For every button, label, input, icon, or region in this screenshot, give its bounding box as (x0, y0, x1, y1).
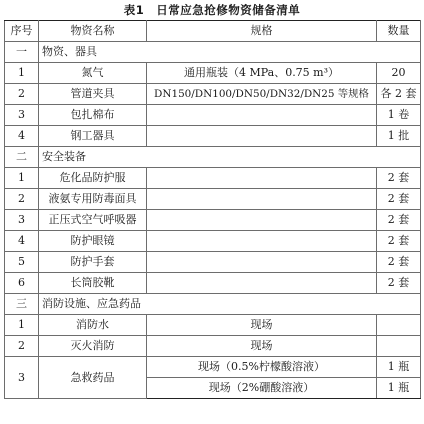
group-index: 三 (5, 294, 39, 315)
header-index: 序号 (5, 21, 39, 42)
row-spec-secondary: 现场（2%硼酸溶液） (147, 378, 377, 399)
row-spec: 现场 (147, 336, 377, 357)
row-index: 2 (5, 336, 39, 357)
row-index: 2 (5, 84, 39, 105)
row-index: 1 (5, 168, 39, 189)
row-name: 防护手套 (39, 252, 147, 273)
row-spec (147, 231, 377, 252)
row-index: 1 (5, 315, 39, 336)
row-name: 长筒胶靴 (39, 273, 147, 294)
row-qty (377, 315, 421, 336)
row-name: 灭火消防 (39, 336, 147, 357)
group-index: 一 (5, 42, 39, 63)
table-row (5, 189, 421, 210)
table-row (5, 105, 421, 126)
row-spec (147, 126, 377, 147)
table-row (5, 273, 421, 294)
row-name: 管道夹具 (39, 84, 147, 105)
row-spec (147, 252, 377, 273)
table-row (5, 231, 421, 252)
supply-table (4, 20, 421, 399)
row-name: 包扎棉布 (39, 105, 147, 126)
group-index: 二 (5, 147, 39, 168)
row-qty: 1 批 (377, 126, 421, 147)
table-row (5, 315, 421, 336)
row-index: 4 (5, 126, 39, 147)
row-spec: 现场（0.5%柠檬酸溶液） (147, 357, 377, 378)
row-qty-secondary: 1 瓶 (377, 378, 421, 399)
row-qty: 2 套 (377, 189, 421, 210)
row-spec (147, 168, 377, 189)
row-name: 急救药品 (39, 357, 147, 399)
row-spec (147, 273, 377, 294)
header-name: 物资名称 (39, 21, 147, 42)
row-index: 4 (5, 231, 39, 252)
row-qty: 各 2 套 (377, 84, 421, 105)
row-name: 液氨专用防毒面具 (39, 189, 147, 210)
table-row (5, 126, 421, 147)
row-qty: 2 套 (377, 210, 421, 231)
row-qty: 2 套 (377, 273, 421, 294)
row-qty: 2 套 (377, 168, 421, 189)
row-index: 1 (5, 63, 39, 84)
row-name: 消防水 (39, 315, 147, 336)
table-row (5, 84, 421, 105)
row-qty: 20 (377, 63, 421, 84)
row-index: 3 (5, 357, 39, 399)
row-qty (377, 336, 421, 357)
group-row (5, 42, 421, 63)
row-index: 5 (5, 252, 39, 273)
row-index: 3 (5, 210, 39, 231)
header-row (5, 21, 421, 42)
row-index: 2 (5, 189, 39, 210)
row-spec: 现场 (147, 315, 377, 336)
table-row (5, 63, 421, 84)
row-qty: 1 瓶 (377, 357, 421, 378)
group-row (5, 294, 421, 315)
table-row (5, 168, 421, 189)
row-spec: DN150/DN100/DN50/DN32/DN25 等规格 (147, 84, 377, 105)
row-name: 氮气 (39, 63, 147, 84)
row-qty: 1 卷 (377, 105, 421, 126)
row-name: 钢工器具 (39, 126, 147, 147)
row-index: 3 (5, 105, 39, 126)
row-name: 防护眼镜 (39, 231, 147, 252)
header-spec: 规格 (147, 21, 377, 42)
row-spec (147, 189, 377, 210)
row-index: 6 (5, 273, 39, 294)
row-spec (147, 210, 377, 231)
row-name: 危化品防护服 (39, 168, 147, 189)
group-name: 物资、器具 (39, 42, 421, 63)
table-row (5, 336, 421, 357)
table-row (5, 357, 421, 378)
row-qty: 2 套 (377, 231, 421, 252)
row-qty: 2 套 (377, 252, 421, 273)
group-row (5, 147, 421, 168)
group-name: 消防设施、应急药品 (39, 294, 421, 315)
row-name: 正压式空气呼吸器 (39, 210, 147, 231)
table-row (5, 252, 421, 273)
row-spec (147, 105, 377, 126)
group-name: 安全装备 (39, 147, 421, 168)
table-row (5, 210, 421, 231)
table-title: 表1 日常应急抢修物资储备清单 (123, 3, 301, 17)
row-spec: 通用瓶装（4 MPa、0.75 m³） (147, 63, 377, 84)
header-qty: 数量 (377, 21, 421, 42)
